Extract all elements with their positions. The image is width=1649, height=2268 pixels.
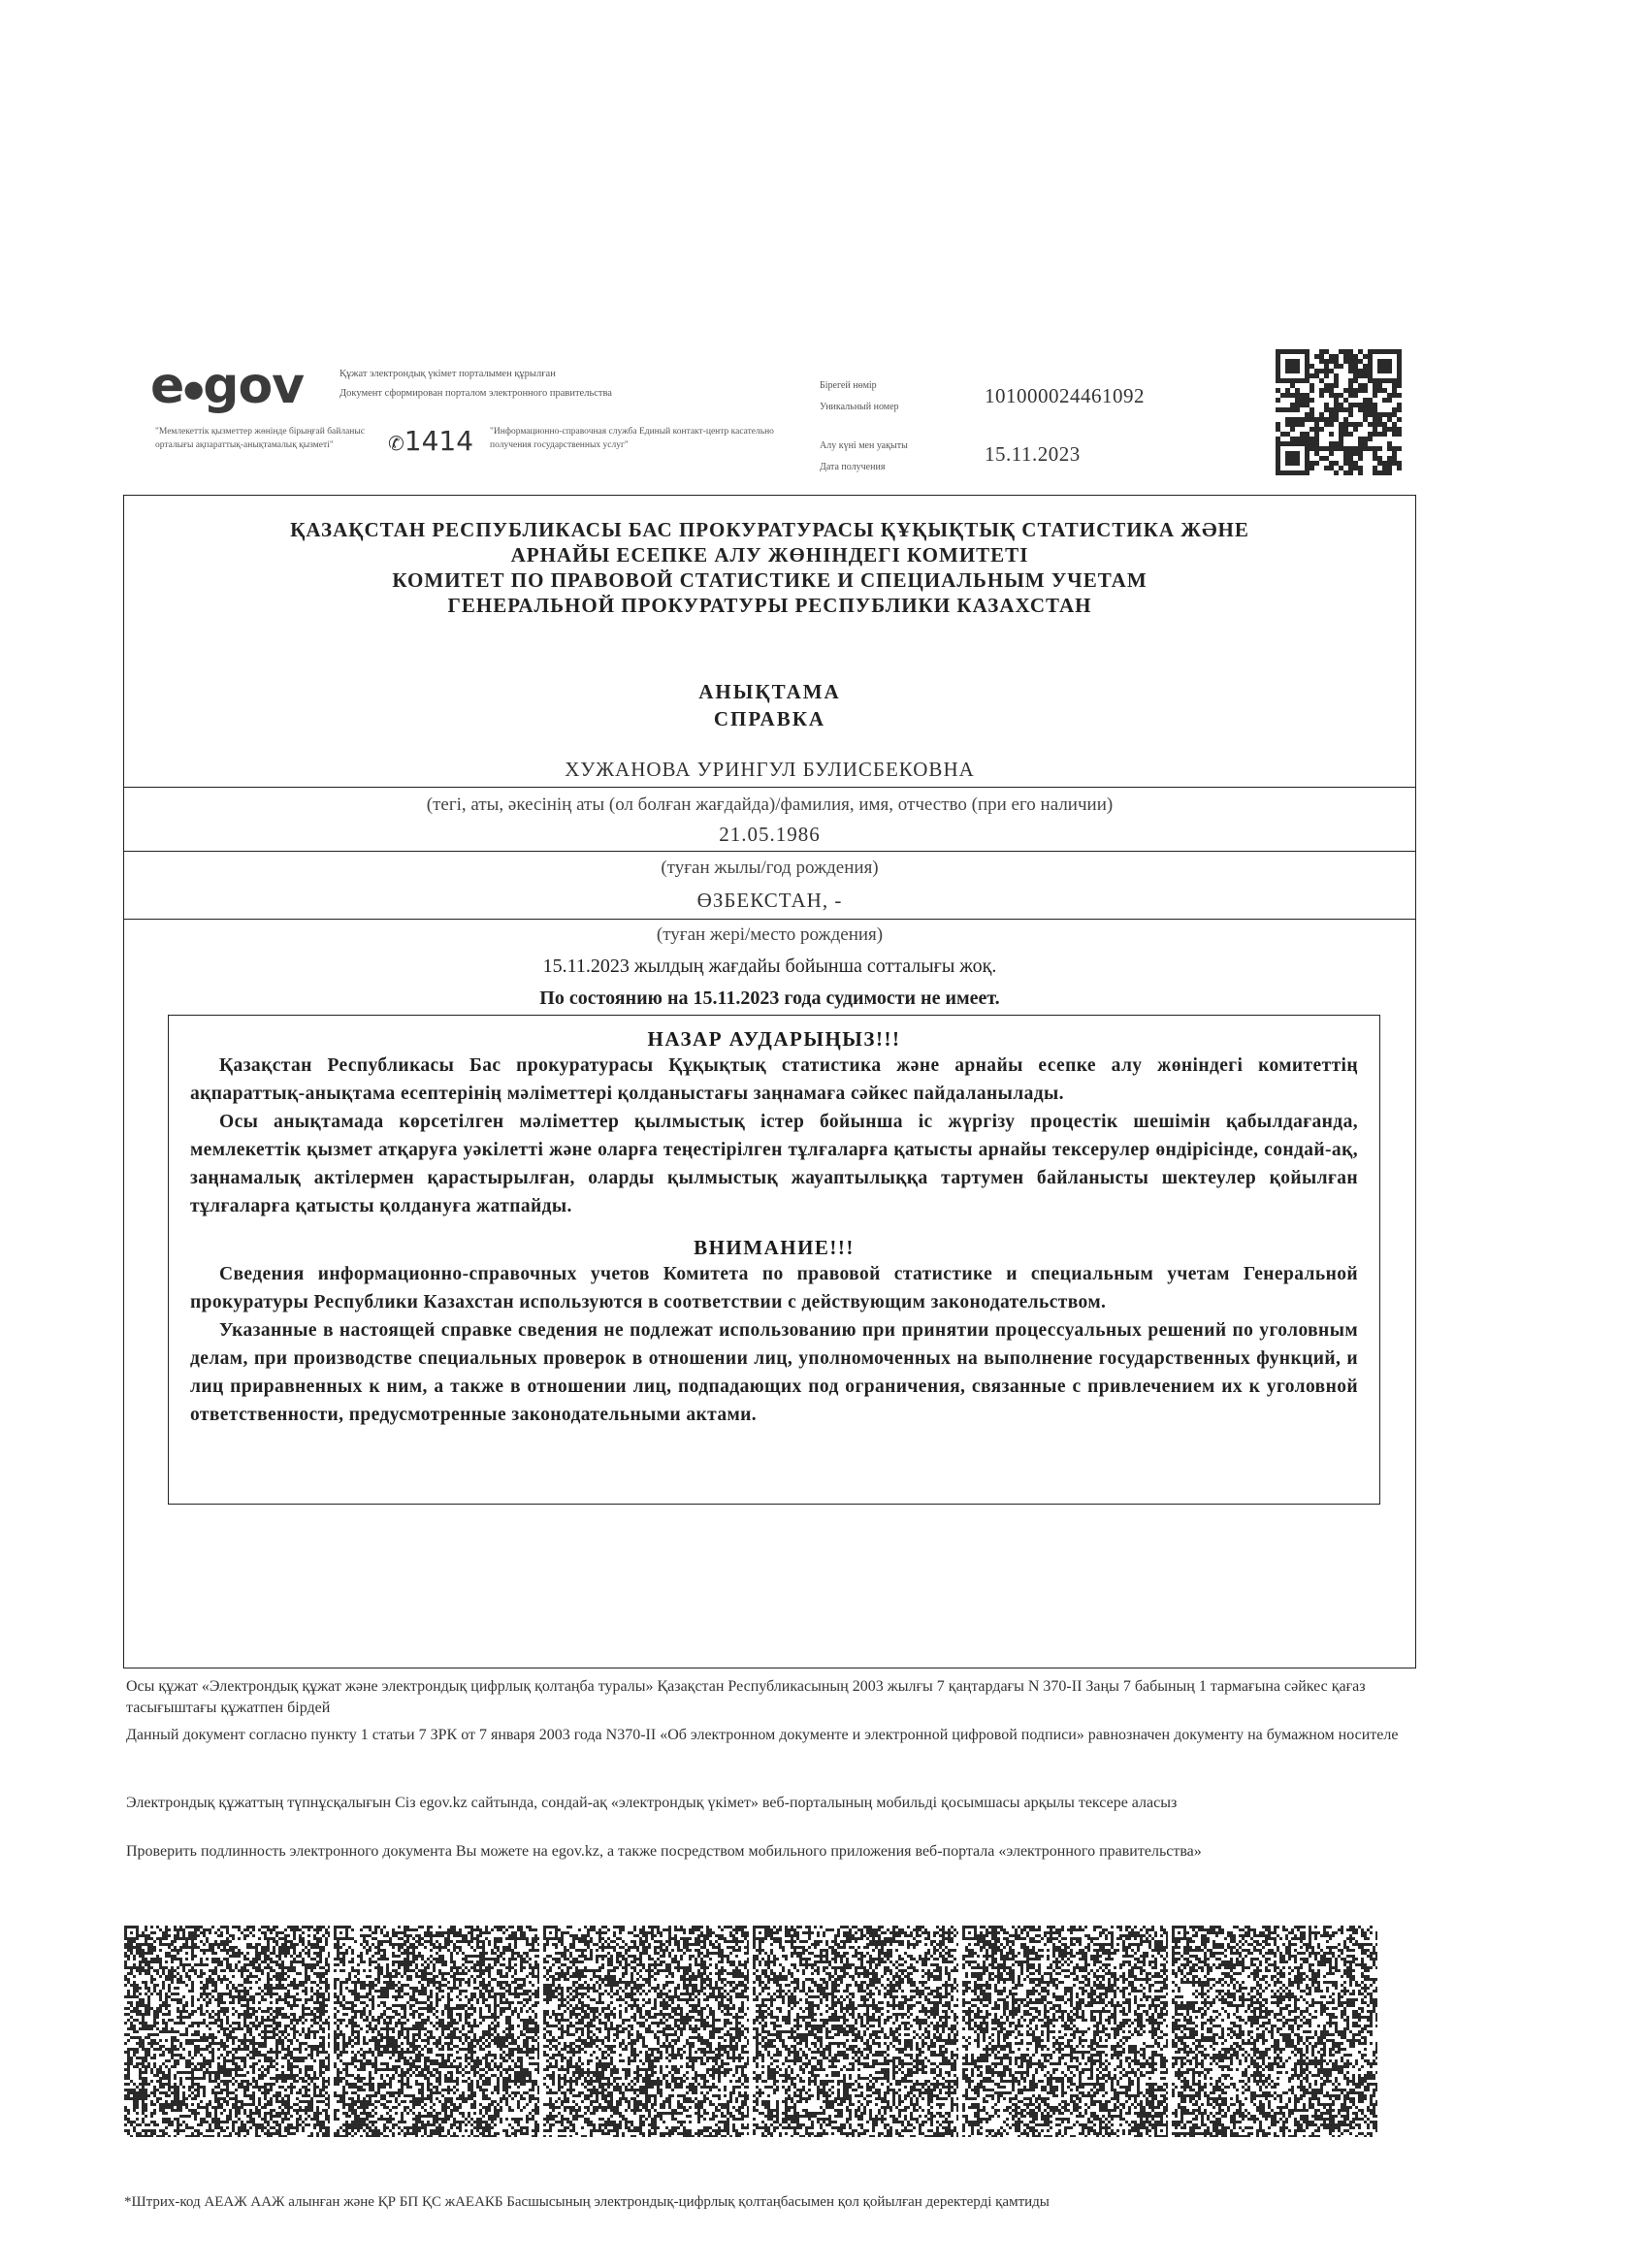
notice-paragraph-ru-2: Указанные в настоящей справке сведения не подлежат использованию при принятии процессуальных решений по уголовным делам, при производстве специальных проверок в отношении лиц, уполномоченных на выполнение государственных функций, и лиц приравненных к ним, а также в отношении лиц, подпадающих под ограничения, связанные с привлечением их к уголовной ответственности, предусмотренные законодательными актами. bbox=[190, 1320, 1358, 1425]
number-label-kz: Бірегей нөмір bbox=[820, 380, 877, 391]
barcode-block bbox=[334, 1926, 539, 2137]
barcode-footnote: *Штрих-код АЕАЖ ААЖ алынған және ҚР БП ҚС жАЕАКБ Басшысының электрондық-цифрлық қолтаңбасымен қол қойылған деректерді қамтиды bbox=[124, 2194, 1050, 2210]
full-name-caption: (тегі, аты, әкесінің аты (ол болған жағдайда)/фамилия, имя, отчество (при его наличии) bbox=[426, 794, 1114, 815]
divider bbox=[124, 919, 1415, 920]
barcode-block bbox=[753, 1926, 958, 2137]
barcode-block bbox=[124, 1926, 330, 2137]
birth-date-caption: (туған жылы/год рождения) bbox=[661, 858, 879, 878]
signature-barcodes bbox=[124, 1926, 1377, 2137]
conviction-status-kz: 15.11.2023 жылдың жағдайы бойынша сотталығы жоқ. bbox=[542, 956, 997, 977]
document-title bbox=[124, 678, 1415, 732]
verify-note-kz: Электрондық құжаттың түпнұсқалығын Сіз egov.kz сайтында, сондай-ақ «электрондық үкімет» веб-порталының мобильді қосымшасы арқылы тексере аласыз bbox=[126, 1795, 1178, 1811]
contact-phone: ✆1414 bbox=[388, 425, 474, 457]
contact-center-ru: "Информационно-справочная служба Единый контакт-центр касательно получения государственных услуг" bbox=[490, 427, 774, 450]
divider bbox=[124, 787, 1415, 788]
date-label-kz: Алу күні мен уақыты bbox=[820, 440, 908, 451]
title-kz: АНЫҚТАМА bbox=[698, 680, 841, 703]
notice-paragraph-kz-1: Қазақстан Республикасы Бас прокуратурасы Құқықтық статистика және арнайы есепке алу жөніндегі комитеттің ақпараттық-анықтама есептерінің мәліметтері қолданыстағы заңнамаға сәйкес пайдаланылады. bbox=[190, 1055, 1358, 1104]
notice-paragraph-kz-2: Осы анықтамада көрсетілген мәліметтер қылмыстық істер бойынша іс жүргізу процестік шешімін қабылдағанда, мемлекеттік қызмет атқаруға уәкілетті және оларға теңестірілген тұлғаларға қатысты арнайы тексерулер өндірісінде, сондай-ақ, заңнамалық актілермен қарастырылған, оларды қылмыстық жауаптылыққа тартумен байланысты шектеулер қойылған тұлғаларға қатысты қолдануға жатпайды. bbox=[190, 1112, 1358, 1216]
birth-place: ӨЗБЕКСТАН, - bbox=[696, 889, 843, 912]
notice-heading-kz: НАЗАР АУДАРЫҢЫЗ!!! bbox=[647, 1027, 901, 1051]
barcode-block bbox=[543, 1926, 749, 2137]
egov-logo: e●gov bbox=[150, 357, 305, 415]
org-line-4: ГЕНЕРАЛЬНОЙ ПРОКУРАТУРЫ РЕСПУБЛИКИ КАЗАХСТАН bbox=[447, 594, 1092, 617]
issuing-organization bbox=[124, 517, 1415, 618]
birth-place-caption: (туған жері/место рождения) bbox=[656, 924, 884, 945]
legal-note-kz: Осы құжат «Электрондық құжат және электрондық цифрлық қолтаңба туралы» Қазақстан Республикасының 2003 жылғы 7 қаңтардағы N 370-II Заңы 7 бабының 1 тармағына сәйкес қағаз тасығыштағы құжатпен бірдей bbox=[126, 1678, 1366, 1716]
barcode-block bbox=[1172, 1926, 1377, 2137]
number-label-ru: Уникальный номер bbox=[820, 402, 899, 412]
notice-box bbox=[168, 1015, 1380, 1505]
org-line-3: КОМИТЕТ ПО ПРАВОВОЙ СТАТИСТИКЕ И СПЕЦИАЛЬНЫМ УЧЕТАМ bbox=[392, 568, 1148, 592]
contact-center-kz: "Мемлекеттік қызметтер жөнінде бірыңғай байланыс орталығы ақпараттық-анықтамалық қызметі" bbox=[155, 427, 365, 450]
notice-heading-ru: ВНИМАНИЕ!!! bbox=[694, 1236, 855, 1259]
org-line-1: ҚАЗАҚСТАН РЕСПУБЛИКАСЫ БАС ПРОКУРАТУРАСЫ ҚҰҚЫҚТЫҚ СТАТИСТИКА ЖӘНЕ bbox=[290, 518, 1249, 541]
verify-note-ru: Проверить подлинность электронного документа Вы можете на egov.kz, а также посредством мобильного приложения веб-портала «электронного правительства» bbox=[126, 1843, 1202, 1860]
legal-note-ru: Данный документ согласно пункту 1 статьи 7 ЗРК от 7 января 2003 года N370-II «Об электронном документе и электронной цифровой подписи» равнозначен документу на бумажном носителе bbox=[126, 1727, 1399, 1743]
title-ru: СПРАВКА bbox=[713, 707, 826, 730]
qr-code-icon bbox=[1276, 349, 1402, 475]
birth-date: 21.05.1986 bbox=[719, 823, 821, 846]
phone-icon: ✆ bbox=[388, 432, 404, 455]
receipt-date: 15.11.2023 bbox=[985, 442, 1081, 466]
formed-kz: Құжат электрондық үкімет порталымен құрылған bbox=[340, 369, 556, 379]
document-header bbox=[126, 349, 1406, 485]
date-label-ru: Дата получения bbox=[820, 462, 886, 472]
org-line-2: АРНАЙЫ ЕСЕПКЕ АЛУ ЖӨНІНДЕГІ КОМИТЕТІ bbox=[510, 543, 1029, 567]
full-name: ХУЖАНОВА УРИНГУЛ БУЛИСБЕКОВНА bbox=[565, 758, 975, 781]
certificate-box bbox=[123, 495, 1416, 1669]
divider bbox=[124, 851, 1415, 852]
barcode-block bbox=[962, 1926, 1168, 2137]
notice-paragraph-ru-1: Сведения информационно-справочных учетов Комитета по правовой статистике и специальным учетам Генеральной прокуратуры Республики Казахстан используются в соответствии с действующим законодательством. bbox=[190, 1264, 1358, 1312]
unique-number: 10100002446109​2 bbox=[985, 384, 1145, 407]
formed-ru: Документ сформирован порталом электронного правительства bbox=[340, 388, 612, 399]
conviction-status-ru: По состоянию на 15.11.2023 года судимости не имеет. bbox=[539, 988, 1000, 1009]
